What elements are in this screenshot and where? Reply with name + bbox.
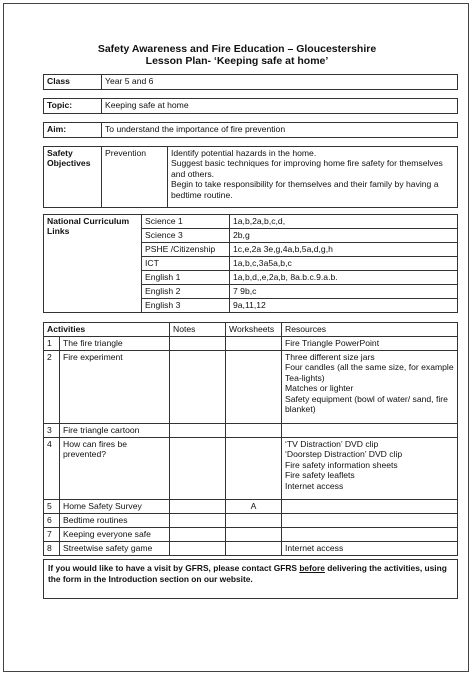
aim-label: Aim: [44,123,102,138]
resources-header: Resources [282,323,458,337]
curriculum-subject: English 2 [142,285,230,299]
activity-row [44,514,458,528]
objective-item: Suggest basic techniques for improving home fire safety for themselves and others. [171,158,443,179]
activity-notes [170,542,226,556]
activity-number: 2 [44,351,60,424]
curriculum-refs: 9a,11,12 [230,299,458,313]
activities-table [43,322,458,556]
document-title: Safety Awareness and Fire Education – Gloucestershire [97,43,377,55]
activity-resources [282,424,458,438]
curriculum-refs: 7 9b,c [230,285,458,299]
resource-item: Matches or lighter [285,383,354,394]
visit-notice-text: If you would like to have a visit by GFRS, please contact GFRS [48,563,300,573]
curriculum-subject: English 3 [142,299,230,313]
activity-name: The fire triangle [60,337,170,351]
activity-worksheets [226,337,282,351]
curriculum-refs: 2b,g [230,229,458,243]
activity-notes [170,528,226,542]
activity-name: Home Safety Survey [60,500,170,514]
activity-worksheets [226,438,282,500]
worksheets-header: Worksheets [226,323,282,337]
activity-resources [282,500,458,514]
curriculum-table [43,214,458,313]
activity-worksheets [226,514,282,528]
aim-table [43,122,458,138]
activity-row [44,542,458,556]
curriculum-refs: 1c,e,2a 3e,g,4a,b,5a,d,g,h [230,243,458,257]
activity-notes [170,514,226,528]
activity-notes [170,500,226,514]
resource-item: Fire safety leaflets [285,470,355,481]
visit-notice [43,559,458,599]
topic-value: Keeping safe at home [102,99,458,114]
activity-resources [282,351,458,424]
aim-value: To understand the importance of fire prevention [102,123,458,138]
activity-worksheets: A [226,500,282,514]
activity-row [44,337,458,351]
activity-row [44,528,458,542]
activity-worksheets [226,542,282,556]
resource-item: Internet access [285,480,344,491]
curriculum-refs: 1a,b,2a,b,c,d, [230,215,458,229]
curriculum-refs: 1a,b,c,3a5a,b,c [230,257,458,271]
activity-notes [170,438,226,500]
objectives-label: Safety Objectives [44,147,102,208]
topic-table [43,98,458,114]
curriculum-refs: 1a,b,d,,e,2a,b, 8a.b.c.9.a.b. [230,271,458,285]
resource-item: Three different size jars [285,352,375,362]
activity-name: Fire experiment [60,351,170,424]
visit-notice-emphasis: before [299,563,325,573]
activity-number: 5 [44,500,60,514]
activity-name: How can fires be prevented? [60,438,170,500]
objective-item: Begin to take responsibility for themselves and their family by having a bedtime routine. [171,179,439,200]
document-subtitle: Lesson Plan- ‘Keeping safe at home’ [145,55,329,67]
objectives-table [43,146,458,208]
curriculum-label: National Curriculum Links [44,215,142,313]
activity-row [44,424,458,438]
activity-number: 4 [44,438,60,500]
activity-row [44,438,458,500]
activity-name: Streetwise safety game [60,542,170,556]
class-value: Year 5 and 6 [102,75,458,90]
activity-worksheets [226,351,282,424]
activity-number: 8 [44,542,60,556]
activity-worksheets [226,528,282,542]
activity-row [44,500,458,514]
resource-item: ‘TV Distraction’ DVD clip [285,439,379,449]
resource-item: Fire Triangle PowerPoint [285,338,380,348]
activity-resources [282,528,458,542]
curriculum-subject: Science 3 [142,229,230,243]
activity-resources [282,438,458,500]
activity-resources [282,337,458,351]
class-label: Class [44,75,102,90]
curriculum-subject: PSHE /Citizenship [142,243,230,257]
objectives-list [168,147,458,208]
resource-item: Safety equipment (bowl of water/ sand, fire blanket) [285,393,448,415]
activity-notes [170,351,226,424]
activity-notes [170,424,226,438]
activity-number: 7 [44,528,60,542]
activity-resources [282,514,458,528]
curriculum-subject: English 1 [142,271,230,285]
topic-label: Topic: [44,99,102,114]
resource-item: ‘Doorstep Distraction’ DVD clip [285,449,403,460]
notes-header: Notes [170,323,226,337]
activity-resources: Internet access [282,542,458,556]
resource-item: Fire safety information sheets [285,459,398,470]
activity-row [44,351,458,424]
curriculum-subject: Science 1 [142,215,230,229]
activity-worksheets [226,424,282,438]
activity-number: 6 [44,514,60,528]
curriculum-subject: ICT [142,257,230,271]
resource-item: Four candles (all the same size, for example Tea-lights) [285,362,454,383]
class-table [43,74,458,90]
activity-notes [170,337,226,351]
activity-name: Fire triangle cartoon [60,424,170,438]
objectives-type: Prevention [102,147,168,208]
activity-name: Bedtime routines [60,514,170,528]
activity-number: 3 [44,424,60,438]
activity-name: Keeping everyone safe [60,528,170,542]
activities-header: Activities [44,323,170,337]
visit-notice-text-end: delivering the activities, using the form in the Introduction section on our website. [48,563,447,584]
activity-number: 1 [44,337,60,351]
objective-item: Identify potential hazards in the home. [171,148,317,158]
